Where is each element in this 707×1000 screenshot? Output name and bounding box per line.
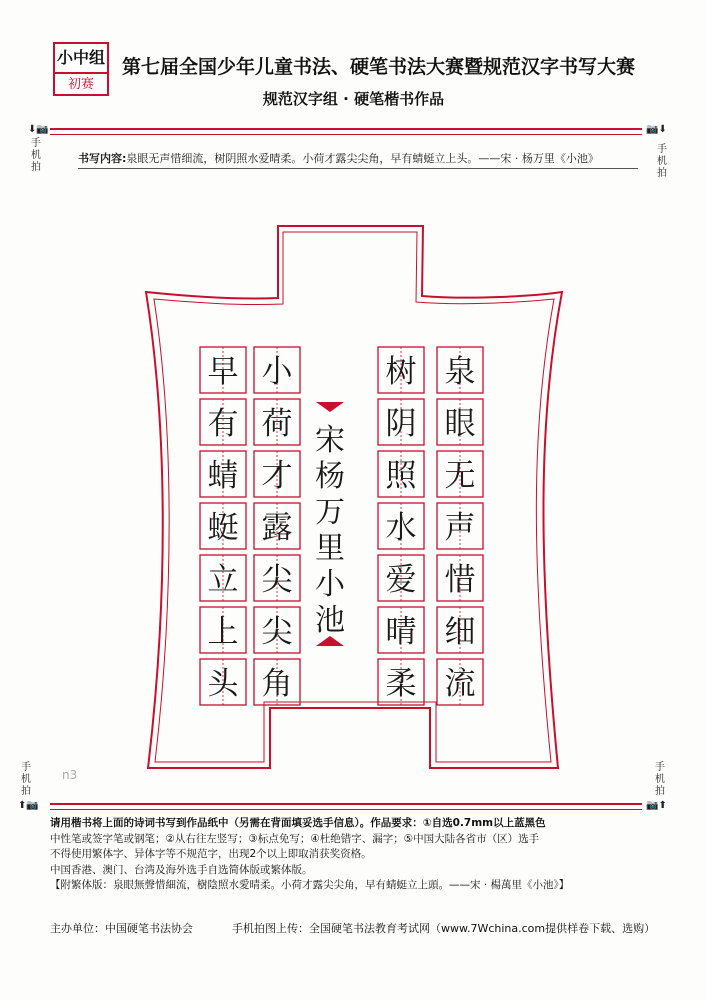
instructions-line-3: 不得使用繁体字、异体字等不规范字，出现2个以上即取消获奖资格。 — [50, 848, 372, 860]
handwritten-character: 晴 — [385, 614, 417, 650]
marker-top-right-label: 手机拍 — [657, 144, 667, 179]
handwritten-character: 爱 — [385, 562, 417, 598]
category-subtitle: 规范汉字组 · 硬笔楷书作品 — [262, 90, 445, 108]
handwritten-character: 蜓 — [207, 510, 239, 546]
bottom-border-rule — [50, 803, 642, 805]
signature-column — [315, 402, 346, 646]
handwritten-character: 声 — [444, 510, 476, 546]
handwritten-character: 尖 — [261, 614, 293, 650]
handwritten-character: 泉 — [444, 354, 476, 390]
upload-text: 手机拍图上传：全国硬笔书法教育考试网（www.7Wchina.com提供样卷下载、选购） — [232, 922, 656, 935]
competition-title: 第七届全国少年儿童书法、硬笔书法大赛暨规范汉字书写大赛 — [122, 56, 636, 78]
marker-bottom-left-label: 手机拍 — [21, 762, 31, 797]
instructions-line-2: 中性笔或签字笔或钢笔；②从右往左竖写；③标点免写；④杜绝错字、漏字；⑤中国大陆各省市（区）选手 — [50, 832, 540, 845]
instructions-traditional: 【附繁体版：泉眼無聲惜細流，樹陰照水愛晴柔。小荷才露尖尖角，早有蜻蜓立上頭。——宋 · 楊萬里《小池》】 — [50, 879, 570, 891]
writing-content-label: 书写内容: — [78, 152, 127, 165]
handwritten-character: 头 — [207, 666, 239, 702]
badge-round-label: 初赛 — [67, 77, 94, 92]
handwritten-character: 角 — [261, 666, 293, 702]
instructions-line-4: 中国香港、澳门、台湾及海外选手自选简体版或繁体版。 — [50, 863, 313, 876]
handwritten-character: 有 — [207, 406, 239, 442]
signature-bracket-top — [316, 402, 344, 412]
handwritten-character: 露 — [261, 510, 293, 546]
camera-up-icon-right: 📷⬆ — [646, 800, 667, 811]
handwritten-character: 早 — [207, 354, 239, 390]
handwritten-character: 阴 — [385, 406, 417, 442]
pencil-mark: n3 — [62, 768, 78, 782]
marker-top-left-label: 手机拍 — [31, 138, 41, 173]
writing-content-text: 泉眼无声惜细流，树阴照水爱晴柔。小荷才露尖尖角，早有蜻蜓立上头。——宋 · 杨万里《小池》 — [126, 152, 599, 165]
handwritten-character: 惜 — [444, 562, 476, 598]
handwritten-character: 小 — [261, 354, 293, 390]
signature-character: 小 — [315, 567, 345, 602]
signature-character: 里 — [315, 531, 345, 566]
handwritten-character: 立 — [207, 562, 239, 598]
organizer-text: 主办单位：中国硬笔书法协会 — [50, 922, 193, 935]
handwritten-character: 尖 — [261, 562, 293, 598]
handwritten-character: 蜻 — [207, 458, 239, 494]
handwritten-character: 水 — [385, 510, 417, 546]
camera-down-icon: ⬇📷 — [28, 124, 49, 135]
camera-down-icon-right: 📷⬇ — [646, 124, 667, 135]
signature-character: 宋 — [315, 423, 345, 458]
badge-group-label: 小中组 — [55, 44, 107, 74]
handwritten-character: 上 — [207, 614, 239, 650]
handwritten-character: 照 — [385, 458, 417, 494]
handwritten-character: 荷 — [261, 406, 293, 442]
signature-character: 万 — [315, 495, 345, 530]
signature-character: 杨 — [315, 459, 345, 494]
handwritten-character: 才 — [261, 458, 293, 494]
signature-character: 池 — [315, 603, 345, 638]
handwritten-character: 树 — [385, 354, 417, 390]
handwritten-character: 柔 — [385, 666, 417, 702]
handwritten-character: 流 — [444, 666, 476, 702]
bottom-border-rule-thin — [50, 809, 642, 810]
marker-bottom-right-label: 手机拍 — [655, 762, 665, 797]
handwritten-character: 眼 — [444, 406, 476, 442]
handwritten-character: 无 — [444, 458, 476, 494]
handwritten-character: 细 — [444, 614, 476, 650]
instructions-block — [50, 816, 660, 894]
camera-up-icon: ⬆📷 — [18, 800, 39, 811]
instructions-line-1: 请用楷书将上面的诗词书写到作品纸中（另需在背面填妥选手信息）。作品要求：①自选0.7mm以上蓝黑色 — [50, 817, 546, 829]
